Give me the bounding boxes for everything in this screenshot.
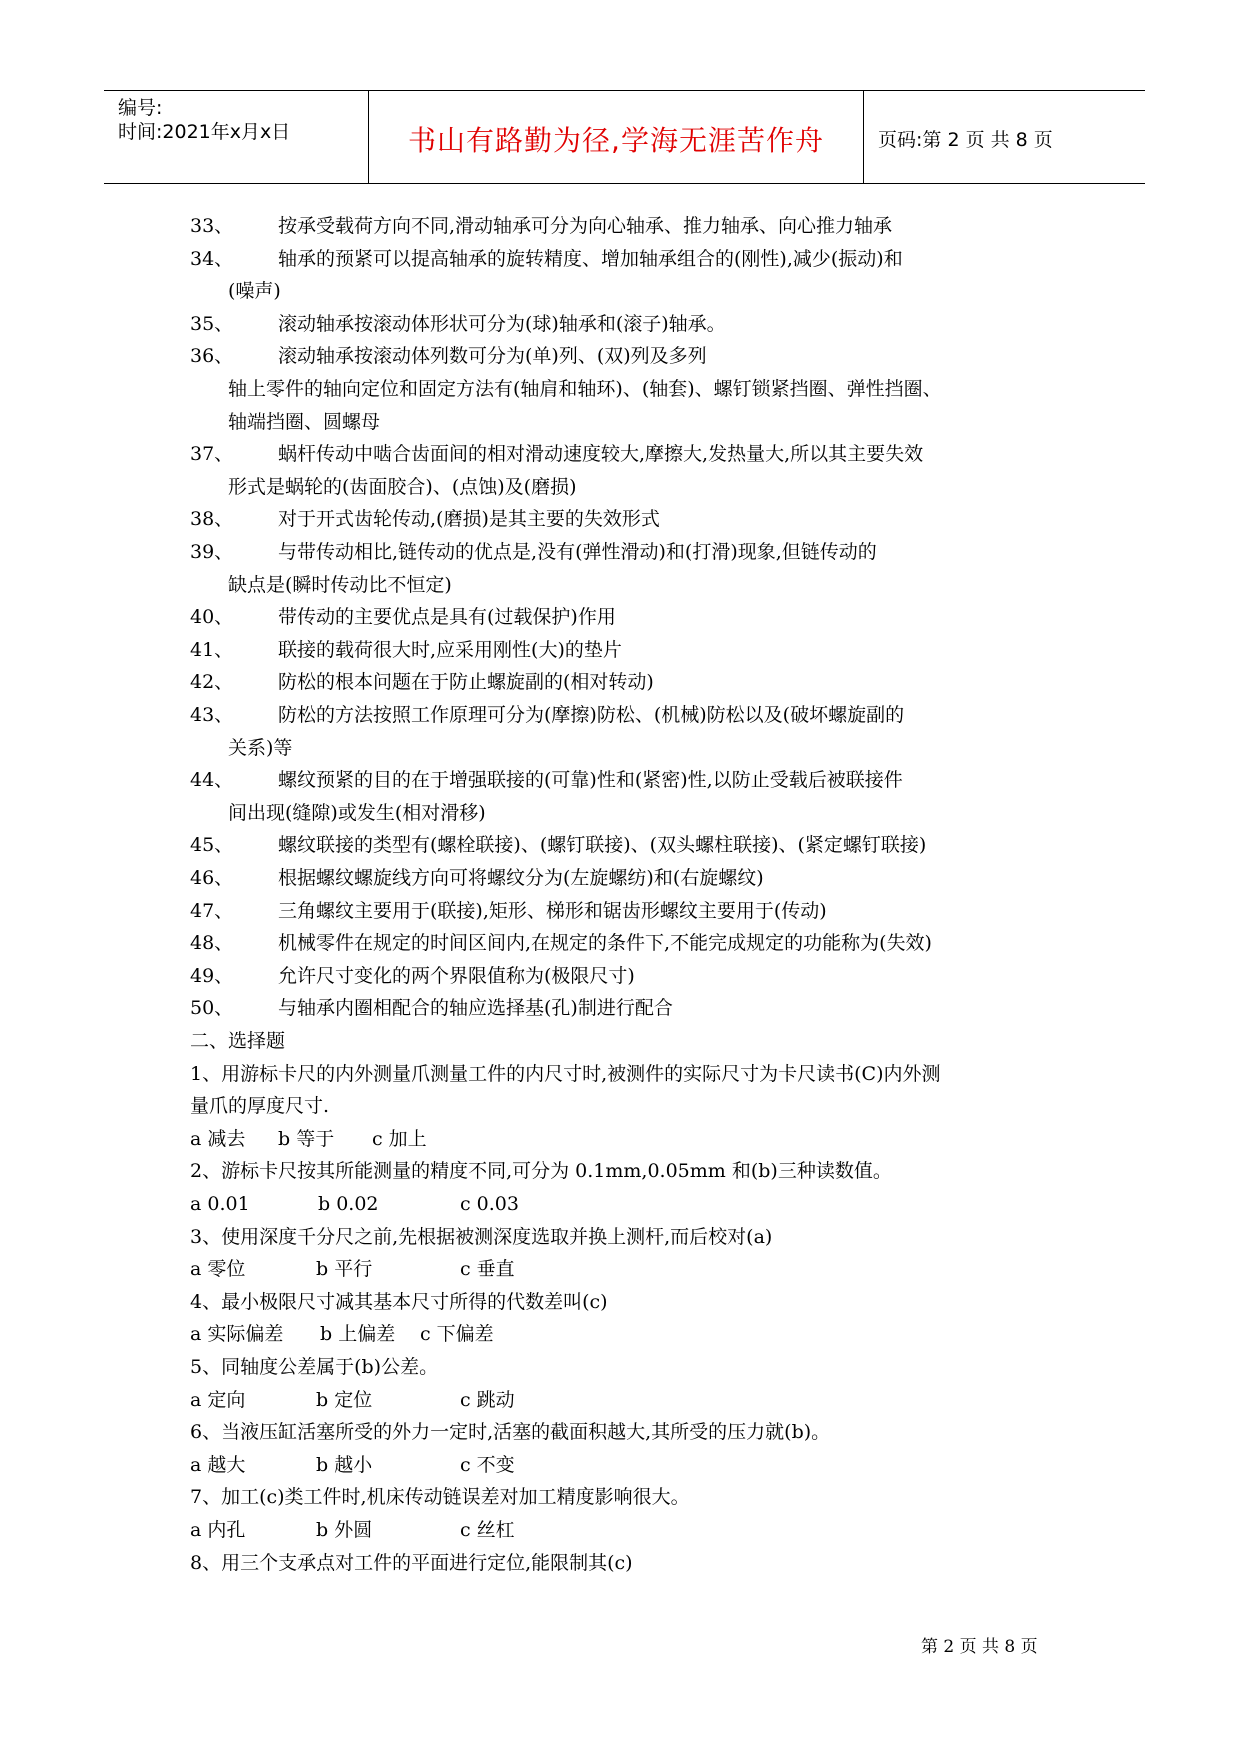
fill-item-line	[190, 214, 892, 238]
answer-option: c 下偏差	[420, 1323, 494, 1346]
item-number: 47、	[190, 899, 234, 922]
item-text: 机械零件在规定的时间区间内,在规定的条件下,不能完成规定的功能称为(失效)	[278, 932, 932, 955]
fill-item-line	[190, 540, 877, 564]
header-center-cell	[369, 91, 864, 183]
answer-option: c 不变	[460, 1453, 515, 1476]
item-text: 三角螺纹主要用于(联接),矩形、梯形和锯齿形螺纹主要用于(传动)	[278, 899, 827, 922]
item-number: 36、	[190, 345, 234, 368]
answer-option: c 跳动	[460, 1388, 515, 1411]
question-line: 7、加工(c)类工件时,机床传动链误差对加工精度影响很大。	[190, 1486, 690, 1509]
fill-item-line: 关系)等	[228, 736, 293, 759]
fill-item-line	[190, 899, 827, 923]
serial-label: 编号:	[118, 97, 163, 119]
page-footer: 第 2 页 共 8 页	[921, 1637, 1038, 1657]
fill-item-line	[190, 964, 635, 988]
section-title: 二、选择题	[190, 1030, 286, 1052]
item-text: 与带传动相比,链传动的优点是,没有(弹性滑动)和(打滑)现象,但链传动的	[278, 541, 877, 563]
time-label: 时间:2021年x月x日	[118, 121, 291, 143]
answer-option: a 内孔	[190, 1519, 246, 1541]
question-line: 量爪的厚度尺寸.	[190, 1095, 330, 1118]
answer-option: b 0.02	[318, 1193, 379, 1215]
question-line: 3、使用深度千分尺之前,先根据被测深度选取并换上测杆,而后校对(a)	[190, 1225, 773, 1248]
answer-option: b 越小	[316, 1453, 373, 1476]
item-text: 与轴承内圈相配合的轴应选择基(孔)制进行配合	[278, 997, 673, 1020]
fill-item-line	[190, 605, 616, 629]
answer-option: b 外圆	[316, 1519, 373, 1541]
answer-option: b 等于	[278, 1127, 335, 1150]
fill-item-line: (噪声)	[228, 280, 281, 303]
answer-option: c 0.03	[460, 1193, 519, 1215]
item-text: 允许尺寸变化的两个界限值称为(极限尺寸)	[278, 964, 635, 987]
question-line: 2、游标卡尺按其所能测量的精度不同,可分为 0.1mm,0.05mm 和(b)三种读数值。	[190, 1160, 892, 1183]
item-number: 49、	[190, 964, 234, 987]
question-line: 4、最小极限尺寸减其基本尺寸所得的代数差叫(c)	[190, 1290, 608, 1313]
item-text: 滚动轴承按滚动体列数可分为(单)列、(双)列及多列	[278, 345, 707, 368]
item-text: 螺纹预紧的目的在于增强联接的(可靠)性和(紧密)性,以防止受载后被联接件	[278, 769, 903, 792]
item-number: 41、	[190, 638, 234, 661]
fill-item-line	[190, 670, 654, 694]
fill-item-line: 轴端挡圈、圆螺母	[228, 410, 381, 433]
item-text: 防松的根本问题在于防止螺旋副的(相对转动)	[278, 671, 654, 694]
answer-option: c 丝杠	[460, 1519, 515, 1541]
item-text: 轴承的预紧可以提高轴承的旋转精度、增加轴承组合的(刚性),减少(振动)和	[278, 247, 903, 270]
item-text: 蜗杆传动中啮合齿面间的相对滑动速度较大,摩擦大,发热量大,所以其主要失效	[278, 443, 924, 466]
fill-item-line	[190, 344, 707, 368]
item-number: 35、	[190, 312, 234, 335]
question-line: 5、同轴度公差属于(b)公差。	[190, 1356, 439, 1378]
header-right-cell	[864, 91, 1145, 183]
item-number: 34、	[190, 247, 234, 270]
answer-option: c 加上	[372, 1127, 427, 1150]
fill-item-line	[190, 996, 673, 1020]
fill-item-line	[190, 638, 622, 662]
answer-option: a 实际偏差	[190, 1323, 284, 1346]
answer-option: a 定向	[190, 1388, 246, 1411]
item-text: 根据螺纹螺旋线方向可将螺纹分为(左旋螺纺)和(右旋螺纹)	[278, 867, 764, 889]
answer-option: a 零位	[190, 1258, 246, 1281]
fill-item-line	[190, 833, 926, 857]
item-text: 联接的载荷很大时,应采用刚性(大)的垫片	[278, 638, 622, 661]
item-text: 螺纹联接的类型有(螺栓联接)、(螺钉联接)、(双头螺柱联接)、(紧定螺钉联接)	[278, 834, 927, 857]
item-number: 39、	[190, 541, 234, 563]
fill-item-line	[190, 507, 660, 531]
item-number: 40、	[190, 606, 234, 629]
fill-item-line	[190, 703, 904, 727]
fill-item-line	[190, 312, 726, 336]
item-number: 38、	[190, 508, 234, 531]
answer-option: b 上偏差	[320, 1323, 396, 1346]
item-number: 33、	[190, 215, 234, 237]
item-number: 50、	[190, 997, 234, 1020]
fill-item-line	[190, 442, 923, 466]
item-number: 44、	[190, 769, 234, 792]
fill-item-line: 形式是蜗轮的(齿面胶合)、(点蚀)及(磨损)	[228, 475, 577, 498]
fill-item-line	[190, 247, 903, 271]
item-text: 带传动的主要优点是具有(过载保护)作用	[278, 606, 616, 629]
item-number: 45、	[190, 834, 234, 857]
fill-item-line	[190, 931, 932, 955]
item-number: 43、	[190, 704, 234, 726]
item-number: 46、	[190, 867, 234, 889]
header-left-cell	[104, 91, 369, 183]
fill-item-line: 缺点是(瞬时传动比不恒定)	[228, 573, 452, 596]
item-number: 42、	[190, 671, 234, 694]
item-text: 按承受载荷方向不同,滑动轴承可分为向心轴承、推力轴承、向心推力轴承	[278, 215, 893, 237]
fill-item-line: 间出现(缝隙)或发生(相对滑移)	[228, 801, 486, 824]
answer-option: a 越大	[190, 1453, 246, 1476]
item-number: 37、	[190, 443, 234, 466]
item-number: 48、	[190, 932, 234, 955]
item-text: 防松的方法按照工作原理可分为(摩擦)防松、(机械)防松以及(破坏螺旋副的	[278, 704, 905, 726]
page-code: 页码:第 2 页 共 8 页	[878, 129, 1053, 151]
answer-option: a 0.01	[190, 1193, 250, 1215]
answer-option: a 减去	[190, 1127, 246, 1150]
answer-option: b 平行	[316, 1258, 373, 1281]
fill-item-line	[190, 866, 764, 890]
item-text: 滚动轴承按滚动体形状可分为(球)轴承和(滚子)轴承。	[278, 312, 726, 335]
document-header	[104, 90, 1145, 184]
question-line: 8、用三个支承点对工件的平面进行定位,能限制其(c)	[190, 1551, 633, 1574]
question-line: 1、用游标卡尺的内外测量爪测量工件的内尺寸时,被测件的实际尺寸为卡尺读书(C)内外测	[190, 1062, 941, 1085]
header-motto: 书山有路勤为径,学海无涯苦作舟	[408, 124, 824, 157]
question-line: 6、当液压缸活塞所受的外力一定时,活塞的截面积越大,其所受的压力就(b)。	[190, 1421, 831, 1444]
answer-option: c 垂直	[460, 1258, 515, 1281]
fill-item-line	[190, 768, 903, 792]
fill-item-line: 轴上零件的轴向定位和固定方法有(轴肩和轴环)、(轴套)、螺钉锁紧挡圈、弹性挡圈、	[228, 378, 942, 400]
item-text: 对于开式齿轮传动,(磨损)是其主要的失效形式	[278, 508, 660, 531]
answer-option: b 定位	[316, 1388, 373, 1411]
